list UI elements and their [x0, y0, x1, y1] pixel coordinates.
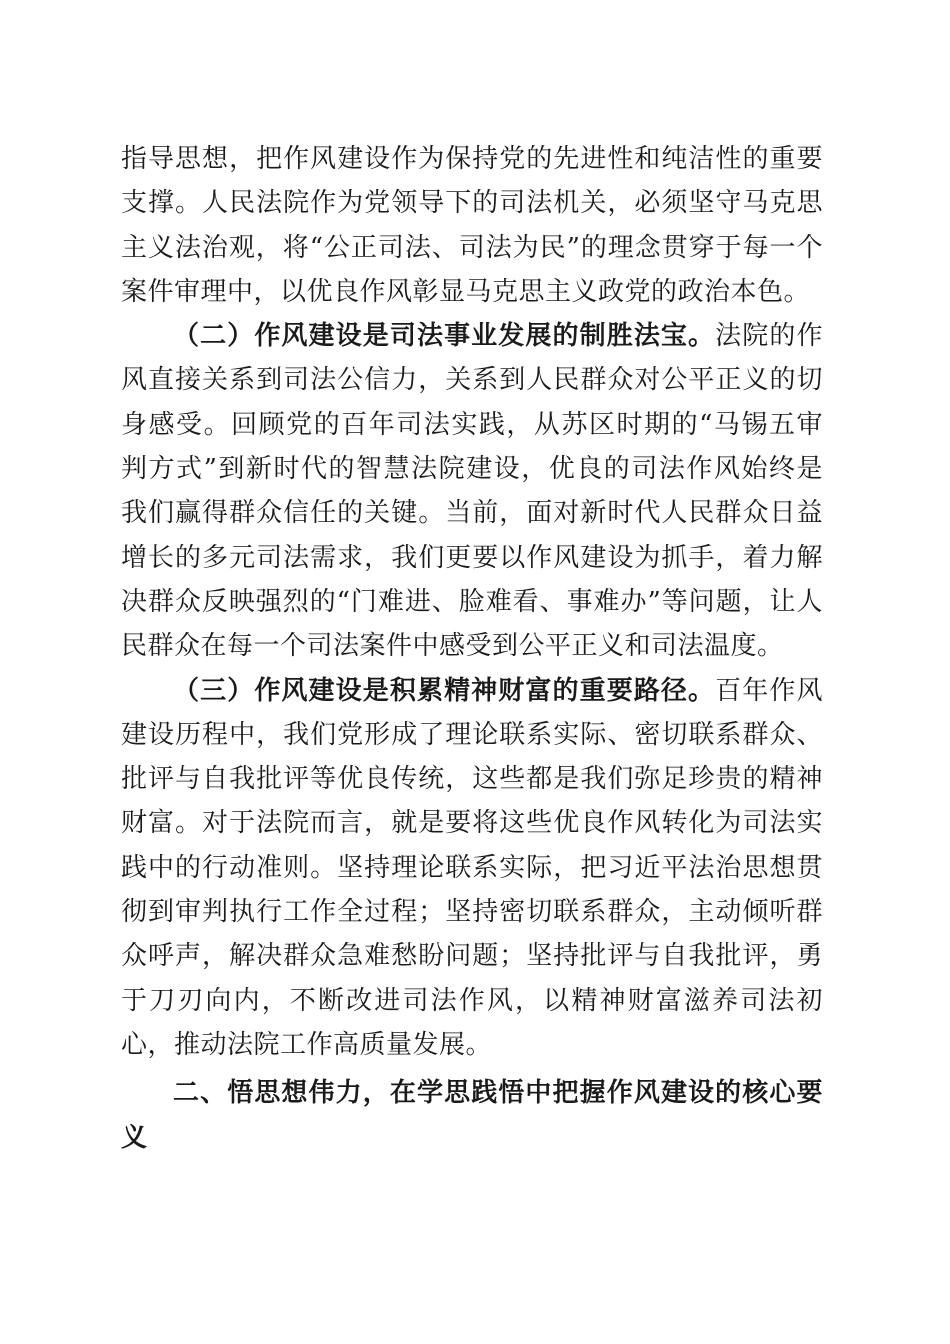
paragraph-three [121, 669, 823, 1068]
paragraph-two [121, 314, 823, 668]
paragraph-three-body: 百年作风建设历程中，我们党形成了理论联系实际、密切联系群众、批评与自我批评等优良传统，这些都是我们弥足珍贵的精神财富。对于法院而言，就是要将这些优良作风转化为司法实践中的行动准则。坚持理论联系实际，把习近平法治思想贯彻到审判执行工作全过程；坚持密切联系群众，主动倾听群众呼声，解决群众急难愁盼问题；坚持批评与自我批评，勇于刀刃向内，不断改进司法作风，以精神财富滋养司法初心，推动法院工作高质量发展。 [121, 675, 823, 1060]
document-page [121, 137, 823, 1160]
paragraph-three-lead-in: （三）作风建设是积累精神财富的重要路径。 [173, 675, 716, 706]
paragraph-two-body: 法院的作风直接关系到司法公信力，关系到人民群众对公平正义的切身感受。回顾党的百年司法实践，从苏区时期的“马锡五审判方式”到新时代的智慧法院建设，优良的司法作风始终是我们赢得群众信任的关键。当前，面对新时代人民群众日益增长的多元司法需求，我们更要以作风建设为抓手，着力解决群众反映强烈的“门难进、脸难看、事难办”等问题，让人民群众在每一个司法案件中感受到公平正义和司法温度。 [121, 321, 823, 662]
section-heading: 二、悟思想伟力，在学思践悟中把握作风建设的核心要义 [121, 1078, 823, 1153]
paragraph-two-lead-in: （二）作风建设是司法事业发展的制胜法宝。 [173, 321, 716, 352]
paragraph-continuation: 指导思想，把作风建设作为保持党的先进性和纯洁性的重要支撑。人民法院作为党领导下的司法机关，必须坚守马克思主义法治观，将“公正司法、司法为民”的理念贯穿于每一个案件审理中，以优良作风彰显马克思主义政党的政治本色。 [121, 144, 823, 307]
